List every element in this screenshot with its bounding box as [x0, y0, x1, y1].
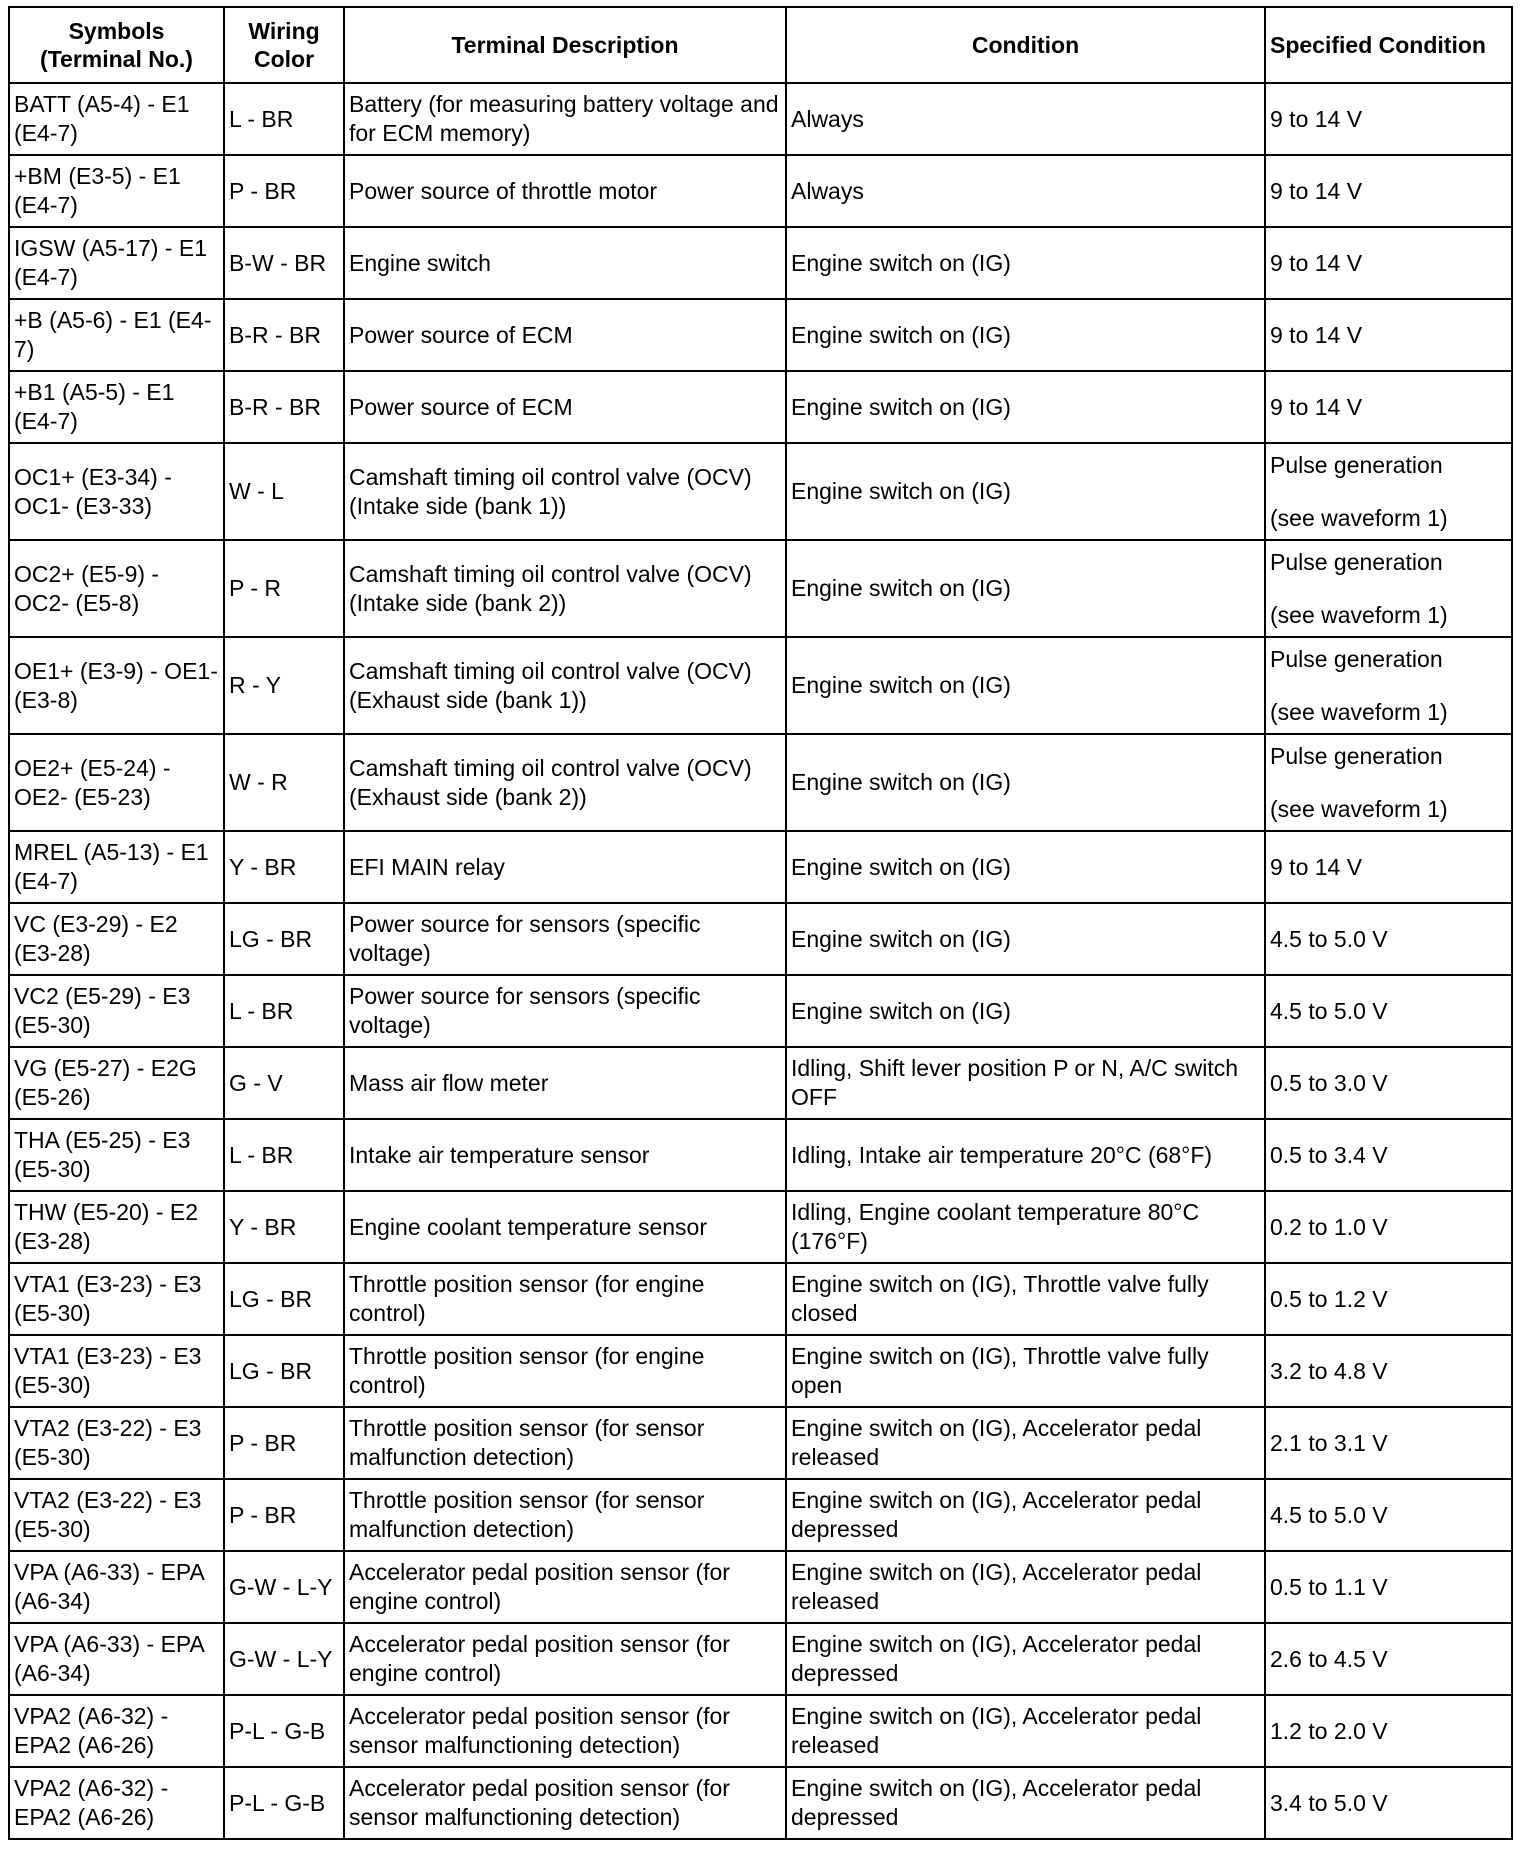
cell-symbols: BATT (A5-4) - E1 (E4-7)	[9, 83, 224, 155]
cell-condition: Engine switch on (IG), Accelerator pedal depressed	[786, 1623, 1265, 1695]
cell-wiring-color: L - BR	[224, 83, 344, 155]
cell-wiring-color: LG - BR	[224, 1263, 344, 1335]
cell-condition: Engine switch on (IG)	[786, 540, 1265, 637]
cell-wiring-color: P - R	[224, 540, 344, 637]
cell-terminal-description: Camshaft timing oil control valve (OCV) (Exhaust side (bank 2))	[344, 734, 786, 831]
table-row	[9, 83, 1512, 155]
spec-pulse-line: Pulse generation	[1270, 742, 1443, 769]
cell-specified-condition	[1265, 637, 1512, 734]
cell-terminal-description: EFI MAIN relay	[344, 831, 786, 903]
cell-condition: Engine switch on (IG), Accelerator pedal released	[786, 1407, 1265, 1479]
cell-specified-condition: 0.5 to 3.4 V	[1265, 1119, 1512, 1191]
cell-wiring-color: LG - BR	[224, 1335, 344, 1407]
cell-terminal-description: Power source for sensors (specific voltage)	[344, 903, 786, 975]
cell-symbols: OE1+ (E3-9) - OE1- (E3-8)	[9, 637, 224, 734]
cell-wiring-color: G - V	[224, 1047, 344, 1119]
spec-waveform-line: (see waveform 1)	[1270, 795, 1448, 822]
cell-wiring-color: P-L - G-B	[224, 1695, 344, 1767]
cell-wiring-color: G-W - L-Y	[224, 1623, 344, 1695]
cell-condition: Engine switch on (IG)	[786, 903, 1265, 975]
cell-condition: Engine switch on (IG)	[786, 734, 1265, 831]
cell-symbols: OC1+ (E3-34) - OC1- (E3-33)	[9, 443, 224, 540]
cell-wiring-color: R - Y	[224, 637, 344, 734]
header-symbols-line1: Symbols	[68, 18, 165, 44]
cell-terminal-description: Mass air flow meter	[344, 1047, 786, 1119]
cell-wiring-color: B-R - BR	[224, 299, 344, 371]
cell-specified-condition: 9 to 14 V	[1265, 83, 1512, 155]
header-symbols-line2: (Terminal No.)	[40, 46, 193, 72]
header-symbols	[9, 7, 224, 83]
cell-terminal-description: Power source of ECM	[344, 299, 786, 371]
cell-terminal-description: Accelerator pedal position sensor (for engine control)	[344, 1551, 786, 1623]
table-row	[9, 1479, 1512, 1551]
cell-symbols: VTA1 (E3-23) - E3 (E5-30)	[9, 1263, 224, 1335]
cell-specified-condition	[1265, 443, 1512, 540]
table-row	[9, 734, 1512, 831]
table-row	[9, 1551, 1512, 1623]
cell-specified-condition: 4.5 to 5.0 V	[1265, 903, 1512, 975]
cell-symbols: VG (E5-27) - E2G (E5-26)	[9, 1047, 224, 1119]
header-terminal-description: Terminal Description	[344, 7, 786, 83]
cell-specified-condition: 0.5 to 3.0 V	[1265, 1047, 1512, 1119]
cell-terminal-description: Throttle position sensor (for engine control)	[344, 1335, 786, 1407]
cell-symbols: +B1 (A5-5) - E1 (E4-7)	[9, 371, 224, 443]
cell-terminal-description: Throttle position sensor (for sensor malfunction detection)	[344, 1407, 786, 1479]
table-row	[9, 371, 1512, 443]
cell-condition: Engine switch on (IG), Throttle valve fully open	[786, 1335, 1265, 1407]
cell-specified-condition: 2.6 to 4.5 V	[1265, 1623, 1512, 1695]
cell-specified-condition: 9 to 14 V	[1265, 371, 1512, 443]
cell-condition: Engine switch on (IG)	[786, 443, 1265, 540]
cell-symbols: MREL (A5-13) - E1 (E4-7)	[9, 831, 224, 903]
cell-specified-condition: 9 to 14 V	[1265, 831, 1512, 903]
cell-wiring-color: G-W - L-Y	[224, 1551, 344, 1623]
cell-specified-condition: 3.2 to 4.8 V	[1265, 1335, 1512, 1407]
table-row	[9, 443, 1512, 540]
cell-wiring-color: B-R - BR	[224, 371, 344, 443]
cell-symbols: +BM (E3-5) - E1 (E4-7)	[9, 155, 224, 227]
table-row	[9, 831, 1512, 903]
cell-specified-condition	[1265, 734, 1512, 831]
table-row	[9, 227, 1512, 299]
cell-wiring-color: W - R	[224, 734, 344, 831]
cell-terminal-description: Camshaft timing oil control valve (OCV) (Exhaust side (bank 1))	[344, 637, 786, 734]
table-row	[9, 299, 1512, 371]
cell-symbols: +B (A5-6) - E1 (E4-7)	[9, 299, 224, 371]
cell-symbols: IGSW (A5-17) - E1 (E4-7)	[9, 227, 224, 299]
cell-specified-condition: 9 to 14 V	[1265, 155, 1512, 227]
cell-symbols: VPA2 (A6-32) - EPA2 (A6-26)	[9, 1695, 224, 1767]
cell-terminal-description: Camshaft timing oil control valve (OCV) (Intake side (bank 1))	[344, 443, 786, 540]
table-row	[9, 155, 1512, 227]
table-row	[9, 1407, 1512, 1479]
cell-condition: Engine switch on (IG)	[786, 299, 1265, 371]
cell-condition: Always	[786, 155, 1265, 227]
spec-pulse-line: Pulse generation	[1270, 451, 1443, 478]
cell-specified-condition: 4.5 to 5.0 V	[1265, 1479, 1512, 1551]
spec-waveform-line: (see waveform 1)	[1270, 504, 1448, 531]
ecm-terminal-table	[8, 6, 1513, 1840]
cell-symbols: OE2+ (E5-24) - OE2- (E5-23)	[9, 734, 224, 831]
cell-terminal-description: Accelerator pedal position sensor (for sensor malfunctioning detection)	[344, 1767, 786, 1839]
cell-specified-condition: 0.5 to 1.1 V	[1265, 1551, 1512, 1623]
table-row	[9, 903, 1512, 975]
header-specified-condition: Specified Condition	[1265, 7, 1512, 83]
cell-wiring-color: P - BR	[224, 1407, 344, 1479]
cell-specified-condition: 9 to 14 V	[1265, 299, 1512, 371]
cell-symbols: OC2+ (E5-9) - OC2- (E5-8)	[9, 540, 224, 637]
header-wiring-line2: Color	[253, 46, 315, 72]
cell-specified-condition: 9 to 14 V	[1265, 227, 1512, 299]
cell-condition: Engine switch on (IG)	[786, 371, 1265, 443]
cell-symbols: VC (E3-29) - E2 (E3-28)	[9, 903, 224, 975]
table-row	[9, 1263, 1512, 1335]
spec-waveform-line: (see waveform 1)	[1270, 698, 1448, 725]
cell-specified-condition: 1.2 to 2.0 V	[1265, 1695, 1512, 1767]
spec-pulse-line: Pulse generation	[1270, 645, 1443, 672]
cell-terminal-description: Power source of throttle motor	[344, 155, 786, 227]
cell-wiring-color: P - BR	[224, 155, 344, 227]
cell-condition: Engine switch on (IG), Accelerator pedal released	[786, 1551, 1265, 1623]
table-body	[9, 83, 1512, 1839]
cell-symbols: VPA2 (A6-32) - EPA2 (A6-26)	[9, 1767, 224, 1839]
table-row	[9, 540, 1512, 637]
table-row	[9, 1191, 1512, 1263]
header-condition: Condition	[786, 7, 1265, 83]
cell-wiring-color: W - L	[224, 443, 344, 540]
cell-condition: Always	[786, 83, 1265, 155]
header-wiring-line1: Wiring	[248, 18, 320, 44]
cell-symbols: THA (E5-25) - E3 (E5-30)	[9, 1119, 224, 1191]
cell-specified-condition: 0.2 to 1.0 V	[1265, 1191, 1512, 1263]
cell-specified-condition: 4.5 to 5.0 V	[1265, 975, 1512, 1047]
cell-specified-condition: 2.1 to 3.1 V	[1265, 1407, 1512, 1479]
cell-terminal-description: Engine switch	[344, 227, 786, 299]
cell-wiring-color: L - BR	[224, 1119, 344, 1191]
cell-terminal-description: Intake air temperature sensor	[344, 1119, 786, 1191]
cell-symbols: THW (E5-20) - E2 (E3-28)	[9, 1191, 224, 1263]
cell-specified-condition: 3.4 to 5.0 V	[1265, 1767, 1512, 1839]
cell-wiring-color: B-W - BR	[224, 227, 344, 299]
cell-wiring-color: P - BR	[224, 1479, 344, 1551]
cell-condition: Engine switch on (IG)	[786, 975, 1265, 1047]
cell-symbols: VPA (A6-33) - EPA (A6-34)	[9, 1623, 224, 1695]
cell-condition: Idling, Engine coolant temperature 80°C (176°F)	[786, 1191, 1265, 1263]
table-header-row	[9, 7, 1512, 83]
cell-wiring-color: LG - BR	[224, 903, 344, 975]
cell-terminal-description: Throttle position sensor (for sensor malfunction detection)	[344, 1479, 786, 1551]
cell-wiring-color: P-L - G-B	[224, 1767, 344, 1839]
cell-specified-condition	[1265, 540, 1512, 637]
spec-waveform-line: (see waveform 1)	[1270, 601, 1448, 628]
terminal-table-container	[8, 6, 1513, 1840]
cell-symbols: VTA2 (E3-22) - E3 (E5-30)	[9, 1407, 224, 1479]
cell-condition: Engine switch on (IG), Accelerator pedal depressed	[786, 1479, 1265, 1551]
table-row	[9, 1623, 1512, 1695]
header-wiring-color	[224, 7, 344, 83]
cell-symbols: VTA1 (E3-23) - E3 (E5-30)	[9, 1335, 224, 1407]
cell-symbols: VC2 (E5-29) - E3 (E5-30)	[9, 975, 224, 1047]
cell-wiring-color: L - BR	[224, 975, 344, 1047]
table-row	[9, 1695, 1512, 1767]
cell-wiring-color: Y - BR	[224, 1191, 344, 1263]
spec-pulse-line: Pulse generation	[1270, 548, 1443, 575]
cell-terminal-description: Battery (for measuring battery voltage and for ECM memory)	[344, 83, 786, 155]
cell-symbols: VTA2 (E3-22) - E3 (E5-30)	[9, 1479, 224, 1551]
table-row	[9, 1047, 1512, 1119]
cell-terminal-description: Power source for sensors (specific voltage)	[344, 975, 786, 1047]
cell-terminal-description: Power source of ECM	[344, 371, 786, 443]
table-row	[9, 1335, 1512, 1407]
cell-terminal-description: Accelerator pedal position sensor (for sensor malfunctioning detection)	[344, 1695, 786, 1767]
cell-condition: Engine switch on (IG), Throttle valve fully closed	[786, 1263, 1265, 1335]
table-row	[9, 975, 1512, 1047]
cell-condition: Idling, Intake air temperature 20°C (68°F)	[786, 1119, 1265, 1191]
cell-condition: Idling, Shift lever position P or N, A/C switch OFF	[786, 1047, 1265, 1119]
cell-terminal-description: Accelerator pedal position sensor (for engine control)	[344, 1623, 786, 1695]
table-row	[9, 1119, 1512, 1191]
table-row	[9, 637, 1512, 734]
cell-condition: Engine switch on (IG), Accelerator pedal released	[786, 1695, 1265, 1767]
table-row	[9, 1767, 1512, 1839]
cell-wiring-color: Y - BR	[224, 831, 344, 903]
cell-symbols: VPA (A6-33) - EPA (A6-34)	[9, 1551, 224, 1623]
cell-specified-condition: 0.5 to 1.2 V	[1265, 1263, 1512, 1335]
cell-condition: Engine switch on (IG)	[786, 227, 1265, 299]
cell-condition: Engine switch on (IG), Accelerator pedal depressed	[786, 1767, 1265, 1839]
cell-terminal-description: Engine coolant temperature sensor	[344, 1191, 786, 1263]
cell-condition: Engine switch on (IG)	[786, 831, 1265, 903]
cell-condition: Engine switch on (IG)	[786, 637, 1265, 734]
cell-terminal-description: Camshaft timing oil control valve (OCV) (Intake side (bank 2))	[344, 540, 786, 637]
cell-terminal-description: Throttle position sensor (for engine control)	[344, 1263, 786, 1335]
